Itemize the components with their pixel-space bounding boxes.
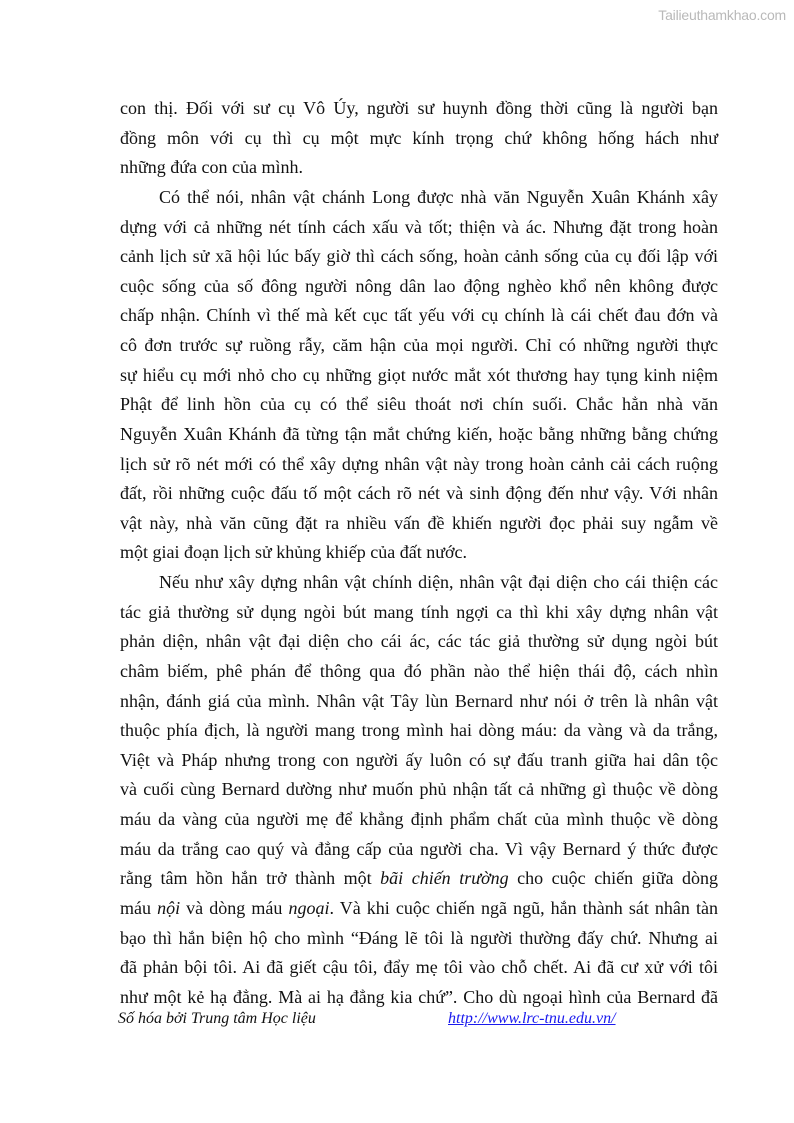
- text-line: [120, 746, 718, 776]
- text-line: [120, 361, 718, 391]
- text-line: [120, 242, 718, 272]
- text-line: [120, 953, 718, 983]
- text-segment: châm biếm, phê phán để thông qua đó phần nào thể hiện thái độ, cách nhìn: [120, 660, 718, 681]
- text-segment: cảnh lịch sử xã hội lúc bấy giờ thì cách sống, hoàn cảnh sống của cụ đối lập với: [120, 246, 718, 267]
- text-line: [120, 420, 718, 450]
- page-footer: [118, 1010, 718, 1034]
- text-segment: Việt và Pháp nhưng trong con người ấy luôn có sự đấu tranh giữa hai dân tộc: [120, 749, 718, 770]
- text-segment: đồng môn với cụ thì cụ một mực kính trọng chứ không hống hách như: [120, 127, 718, 148]
- text-segment: con thị. Đối với sư cụ Vô Úy, người sư huynh đồng thời cũng là người bạn: [120, 98, 718, 118]
- text-line: [120, 538, 718, 568]
- text-segment: sự hiểu cụ mới nhỏ cho cụ những giọt nước mắt xót thương hay tụng kinh niệm: [120, 364, 718, 385]
- text-line: [120, 213, 718, 243]
- text-line: [120, 183, 718, 213]
- text-segment: Phật để linh hồn của cụ có thể siêu thoát nơi chín suối. Chắc hẳn nhà văn: [120, 394, 718, 415]
- text-segment: Nguyễn Xuân Khánh đã từng tận mắt chứng kiến, hoặc bằng những bằng chứng: [120, 423, 718, 444]
- text-line: [120, 450, 718, 480]
- text-line: [120, 509, 718, 539]
- text-line: [120, 835, 718, 865]
- text-line: [120, 331, 718, 361]
- text-line: [120, 479, 718, 509]
- text-segment: cô đơn trước sự ruồng rẫy, căm hận của mọi người. Chỉ có những người thực: [120, 335, 718, 355]
- text-segment: đất, rồi những cuộc đấu tố một cách rõ nét và sinh động đến như vậy. Với nhân: [120, 483, 718, 504]
- text-segment: Nếu như xây dựng nhân vật chính diện, nhân vật đại diện cho cái thiện các: [159, 572, 718, 592]
- italic-text: ngoại: [288, 897, 330, 918]
- text-segment: chấp nhận. Chính vì thế mà kết cục tất yếu với cụ chính là cái chết đau đớn và: [120, 305, 718, 326]
- text-segment: rằng tâm hồn hắn trở thành một: [120, 868, 381, 889]
- text-segment: tác giả thường sử dụng ngòi bút mang tính ngợi ca thì khi xây dựng nhân vật: [120, 601, 718, 622]
- text-line: [120, 805, 718, 835]
- text-line: [120, 272, 718, 302]
- text-segment: thuộc phía địch, là người mang trong mình hai dòng máu: da vàng và da trắng,: [120, 720, 718, 741]
- text-line: [120, 657, 718, 687]
- text-segment: máu da trắng cao quý và đẳng cấp của người cha. Vì vậy Bernard ý thức được: [120, 838, 718, 859]
- text-line: [120, 124, 718, 154]
- text-segment: Có thể nói, nhân vật chánh Long được nhà văn Nguyễn Xuân Khánh xây: [159, 186, 718, 207]
- text-segment: và cuối cùng Bernard dường như muốn phủ nhận tất cả những gì thuộc về dòng: [120, 779, 718, 800]
- text-segment: những đứa con của mình.: [120, 157, 303, 178]
- text-line: [120, 568, 718, 598]
- text-segment: . Và khi cuộc chiến ngã ngũ, hắn thành sát nhân tàn: [329, 897, 718, 918]
- italic-text: nội: [157, 897, 181, 918]
- text-line: [120, 627, 718, 657]
- text-segment: cuộc sống của số đông người nông dân lao động nghèo khổ nên không được: [120, 275, 718, 296]
- text-line: [120, 153, 718, 183]
- footer-credit: Số hóa bởi Trung tâm Học liệu: [118, 1010, 316, 1027]
- text-segment: lịch sử rõ nét mới có thể xây dựng nhân vật này trong hoàn cảnh cải cách ruộng: [120, 453, 718, 474]
- text-line: [120, 301, 718, 331]
- text-line: [120, 598, 718, 628]
- text-segment: máu: [120, 897, 158, 918]
- italic-text: bãi chiến trường: [380, 868, 509, 889]
- text-line: [120, 894, 718, 924]
- text-segment: và dòng máu: [180, 897, 289, 918]
- text-segment: dựng với cả những nét tính cách xấu và tốt; thiện và ác. Nhưng đặt trong hoàn: [120, 216, 718, 237]
- text-line: [120, 94, 718, 124]
- watermark: Tailieuthamkhao.com: [658, 7, 786, 23]
- text-line: [120, 716, 718, 746]
- text-line: [120, 864, 718, 894]
- text-segment: phản diện, nhân vật đại diện cho cái ác, các tác giả thường sử dụng ngòi bút: [120, 631, 718, 652]
- text-segment: như một kẻ hạ đẳng. Mà ai hạ đẳng kia chứ”. Cho dù ngoại hình của Bernard đã: [120, 986, 718, 1007]
- text-line: [120, 983, 718, 1013]
- footer-link[interactable]: http://www.lrc-tnu.edu.vn/: [448, 1010, 616, 1027]
- text-segment: vật này, nhà văn cũng đặt ra nhiều vấn đề khiến người đọc phải suy ngẫm về: [120, 512, 718, 533]
- text-line: [120, 687, 718, 717]
- text-segment: đã phản bội tôi. Ai đã giết cậu tôi, đẩy mẹ tôi vào chỗ chết. Ai đã cư xử với tôi: [120, 957, 718, 978]
- text-segment: bạo thì hắn biện hộ cho mình “Đáng lẽ tôi là người thường đấy chứ. Nhưng ai: [120, 927, 718, 948]
- text-line: [120, 775, 718, 805]
- text-line: [120, 390, 718, 420]
- text-line: [120, 924, 718, 954]
- text-segment: một giai đoạn lịch sử khủng khiếp của đất nước.: [120, 542, 467, 563]
- document-body: [120, 94, 718, 1012]
- text-segment: nhận, đánh giá của mình. Nhân vật Tây lùn Bernard như nói ở trên là nhân vật: [120, 690, 718, 711]
- text-segment: cho cuộc chiến giữa dòng: [508, 868, 718, 889]
- text-segment: máu da vàng của người mẹ để khẳng định phẩm chất của mình thuộc về dòng: [120, 809, 718, 829]
